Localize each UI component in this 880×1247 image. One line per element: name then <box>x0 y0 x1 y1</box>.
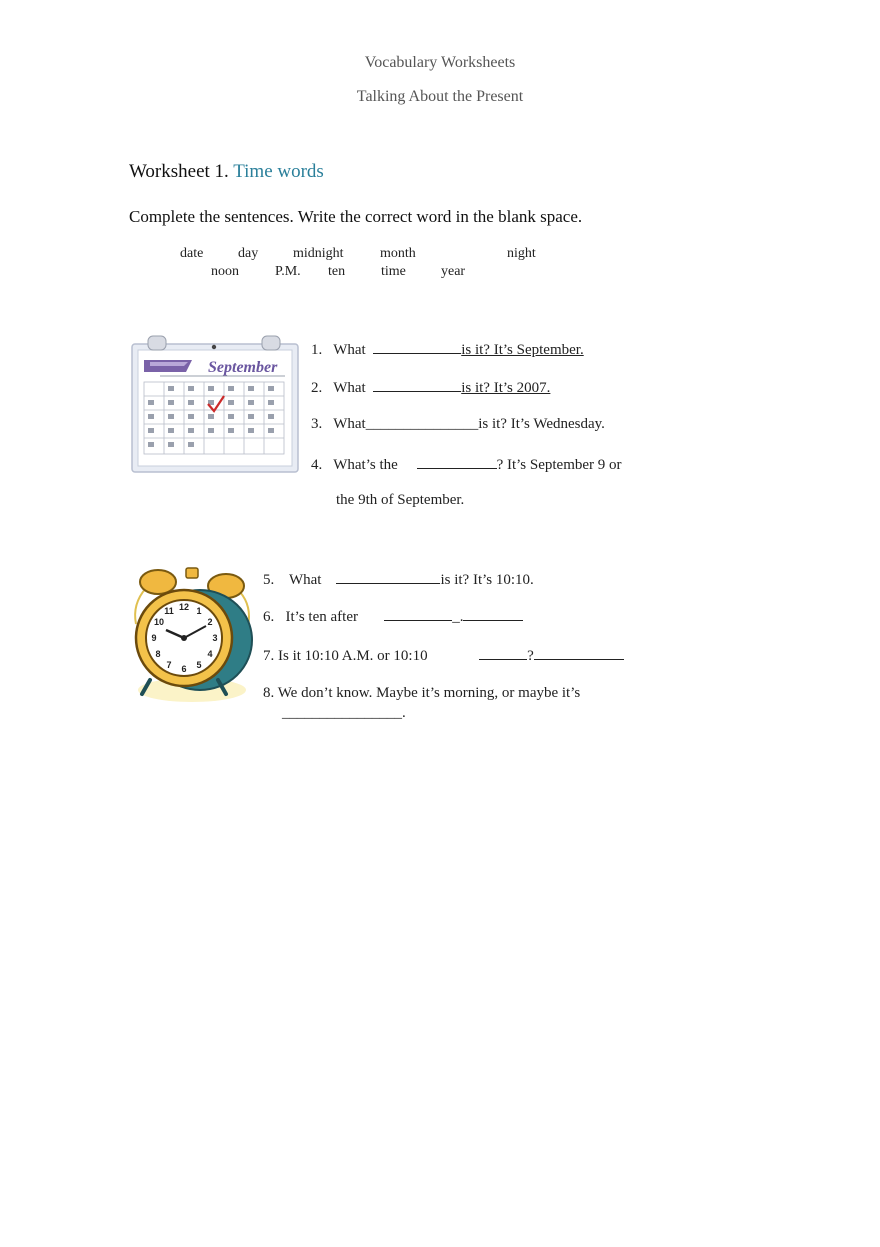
answer-blank[interactable] <box>373 378 461 392</box>
question-text: _. <box>452 609 464 625</box>
svg-text:5: 5 <box>196 660 202 670</box>
question-text: It’s ten after <box>285 609 358 625</box>
answer-blank[interactable] <box>336 570 440 584</box>
svg-text:11: 11 <box>164 606 174 616</box>
question-text: 7. Is it 10:10 A.M. or 10:10 <box>263 648 428 664</box>
question-3 <box>311 416 605 433</box>
calendar-illustration <box>130 334 300 474</box>
question-text: What <box>333 342 366 358</box>
instructions: Complete the sentences. Write the correct word in the blank space. <box>129 207 583 226</box>
answer-blank[interactable] <box>463 607 523 621</box>
header-title: Vocabulary Worksheets <box>364 54 516 71</box>
header-subtitle: Talking About the Present <box>356 88 524 105</box>
answer-blank[interactable] <box>479 646 527 660</box>
word-bank-item: noon <box>211 264 239 279</box>
question-text: is it? It’s September. <box>461 342 584 358</box>
question-number: 1. <box>311 342 323 358</box>
question-6 <box>263 607 523 626</box>
question-text: is it? It’s 2007. <box>461 380 551 396</box>
word-bank-item: time <box>381 264 406 279</box>
question-number: 2. <box>311 380 323 396</box>
svg-text:1: 1 <box>196 606 202 616</box>
question-7 <box>263 646 624 665</box>
word-bank-item: P.M. <box>275 264 301 279</box>
svg-text:7: 7 <box>166 660 172 670</box>
question-text[interactable]: What_______________is it? It’s Wednesday. <box>333 416 605 432</box>
question-8: 8. We don’t know. Maybe it’s morning, or maybe it’s <box>263 685 581 701</box>
question-number: 6. <box>263 609 275 625</box>
question-number: 5. <box>263 572 275 588</box>
question-5 <box>263 570 534 589</box>
svg-text:6: 6 <box>181 664 187 674</box>
word-bank-item: day <box>238 246 259 261</box>
question-8-blank[interactable]: ________________. <box>282 705 406 721</box>
worksheet-prefix: Worksheet 1. <box>129 161 229 182</box>
svg-text:8: 8 <box>155 649 161 659</box>
svg-text:12: 12 <box>178 602 190 612</box>
word-bank-item: year <box>441 264 466 279</box>
calendar-month-label: September <box>208 359 278 376</box>
question-number: 3. <box>311 416 323 432</box>
question-1 <box>311 340 584 359</box>
word-bank-item: month <box>380 246 416 261</box>
question-text: What <box>288 572 322 588</box>
question-2 <box>311 378 550 397</box>
svg-text:10: 10 <box>153 617 165 627</box>
word-bank-item: date <box>180 246 204 261</box>
question-text: What’s the <box>333 457 398 473</box>
word-bank-item: midnight <box>293 246 344 261</box>
worksheet-heading <box>129 161 324 183</box>
answer-blank[interactable] <box>373 340 461 354</box>
answer-blank[interactable] <box>534 646 624 660</box>
svg-text:9: 9 <box>151 633 157 643</box>
answer-blank[interactable] <box>384 607 452 621</box>
question-4-continuation: the 9th of September. <box>336 492 465 508</box>
svg-text:2: 2 <box>207 617 213 627</box>
question-text: ? <box>527 648 534 664</box>
worksheet-topic: Time words <box>233 161 324 182</box>
answer-blank[interactable] <box>417 455 497 469</box>
question-text: ? It’s September 9 or <box>496 457 622 473</box>
svg-text:4: 4 <box>207 649 213 659</box>
question-4 <box>311 455 622 474</box>
svg-text:3: 3 <box>212 633 218 643</box>
alarm-clock-illustration <box>128 562 256 704</box>
word-bank-item: ten <box>328 264 346 279</box>
question-text: What <box>333 380 366 396</box>
question-number: 4. <box>311 457 323 473</box>
word-bank-item: night <box>507 246 536 261</box>
question-text: is it? It’s 10:10. <box>440 572 534 588</box>
